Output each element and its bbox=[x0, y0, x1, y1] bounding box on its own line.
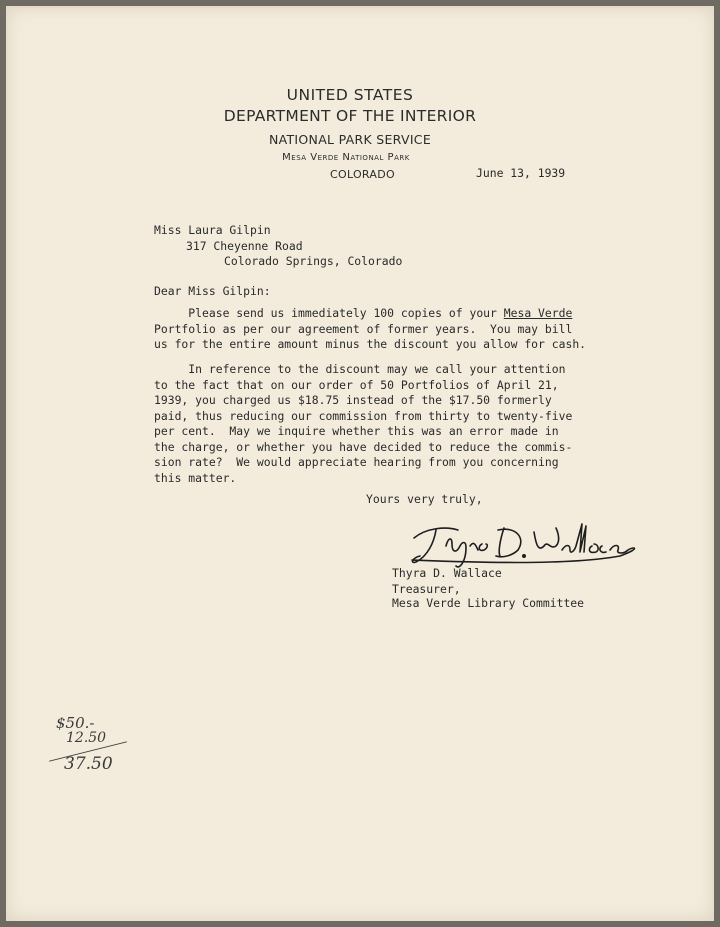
handwritten-calculation bbox=[42, 706, 142, 786]
letterhead-country: UNITED STATES bbox=[286, 86, 414, 104]
closing: Yours very truly, bbox=[366, 492, 483, 506]
recipient-street: 317 Cheyenne Road bbox=[186, 239, 303, 253]
recipient-city: Colorado Springs, Colorado bbox=[224, 254, 403, 268]
letterhead-state: COLORADO bbox=[330, 168, 395, 181]
para1-portfolio-title: Mesa Verde bbox=[503, 306, 573, 320]
body-paragraph-1 bbox=[154, 306, 586, 353]
signer-title: Treasurer, bbox=[392, 582, 461, 596]
para1-pre: Please send us immediately 100 copies of your bbox=[154, 306, 504, 320]
signer-organization: Mesa Verde Library Committee bbox=[392, 596, 585, 610]
recipient-name: Miss Laura Gilpin bbox=[154, 223, 271, 237]
note-amount-37-50: 37.50 bbox=[64, 754, 113, 774]
letterhead-service: NATIONAL PARK SERVICE bbox=[268, 132, 432, 147]
body-paragraph-2: In reference to the discount may we call your attention to the fact that on our order of 50 Portfolios of April 21, 1939, you charged us $18.75 instead of the $17.50 formerly paid, thus reducing our commission from thirty to twenty-five per cent. May we inquire whether this was an error made in the charge, or whether you have decided to reduce the commis- sion rate? We would appreciate hearing from you concerning this matter. bbox=[154, 362, 573, 485]
letterhead-park: Mesa Verde National Park bbox=[282, 152, 410, 163]
note-amount-12-50: 12.50 bbox=[66, 730, 107, 746]
letter-page bbox=[6, 6, 714, 921]
signer-name: Thyra D. Wallace bbox=[392, 566, 502, 580]
para1-post: Portfolio as per our agreement of former years. You may bill us for the entire amount minus the discount you allow for cash. bbox=[154, 321, 587, 351]
note-amount-50: $50.- bbox=[56, 714, 95, 732]
letterhead-department: DEPARTMENT OF THE INTERIOR bbox=[223, 107, 477, 125]
salutation: Dear Miss Gilpin: bbox=[154, 284, 271, 298]
letter-date: June 13, 1939 bbox=[476, 166, 566, 180]
